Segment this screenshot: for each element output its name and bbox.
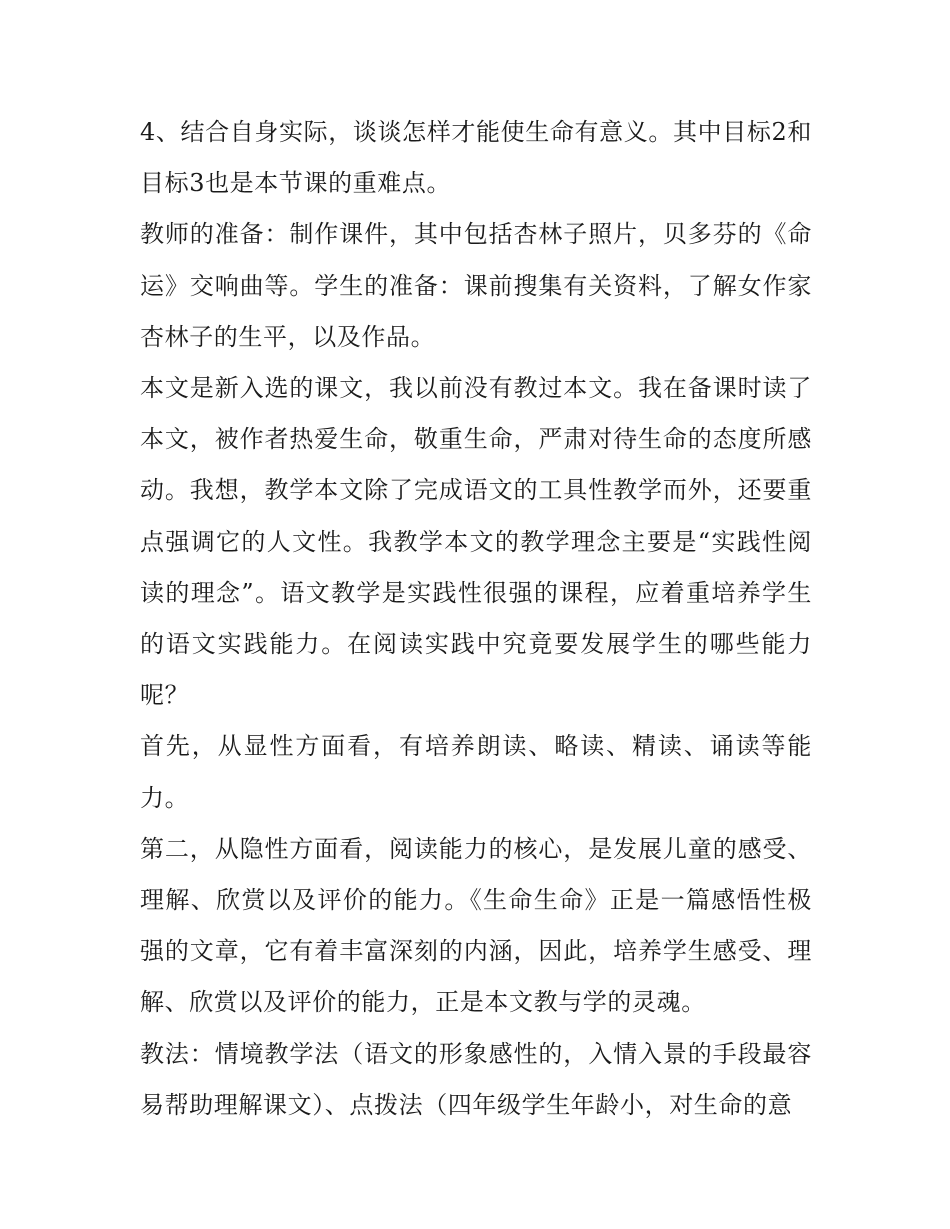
paragraph-teaching-methods: 教法：情境教学法（语文的形象感性的，入情入景的手段最容易帮助理解课文）、点拨法（四年级学生年龄小，对生命的意 [140,1039,812,1119]
paragraph-second-implicit: 第二，从隐性方面看，阅读能力的核心，是发展儿童的感受、理解、欣赏以及评价的能力。《生命生命》正是一篇感悟性极强的文章，它有着丰富深刻的内涵，因此，培养学生感受、理解、欣赏以及评价的能力，正是本文教与学的灵魂。 [140,834,812,1017]
paragraph-teaching-philosophy: 本文是新入选的课文，我以前没有教过本文。我在备课时读了本文，被作者热爱生命，敬重生命，严肃对待生命的态度所感动。我想，教学本文除了完成语文的工具性教学而外，还要重点强调它的人文性。我教学本文的教学理念主要是“实践性阅读的理念”。语文教学是实践性很强的课程，应着重培养学生的语文实践能力。在阅读实践中究竟要发展学生的哪些能力呢？ [140,374,812,710]
paragraph-objective-4: 4、结合自身实际，谈谈怎样才能使生命有意义。其中目标2和目标3也是本节课的重难点。 [140,118,812,198]
paragraph-preparation: 教师的准备：制作课件，其中包括杏林子照片，贝多芬的《命运》交响曲等。学生的准备：课前搜集有关资料，了解女作家杏林子的生平，以及作品。 [140,220,812,351]
paragraph-first-explicit: 首先，从显性方面看，有培养朗读、略读、精读、诵读等能力。 [140,732,812,812]
